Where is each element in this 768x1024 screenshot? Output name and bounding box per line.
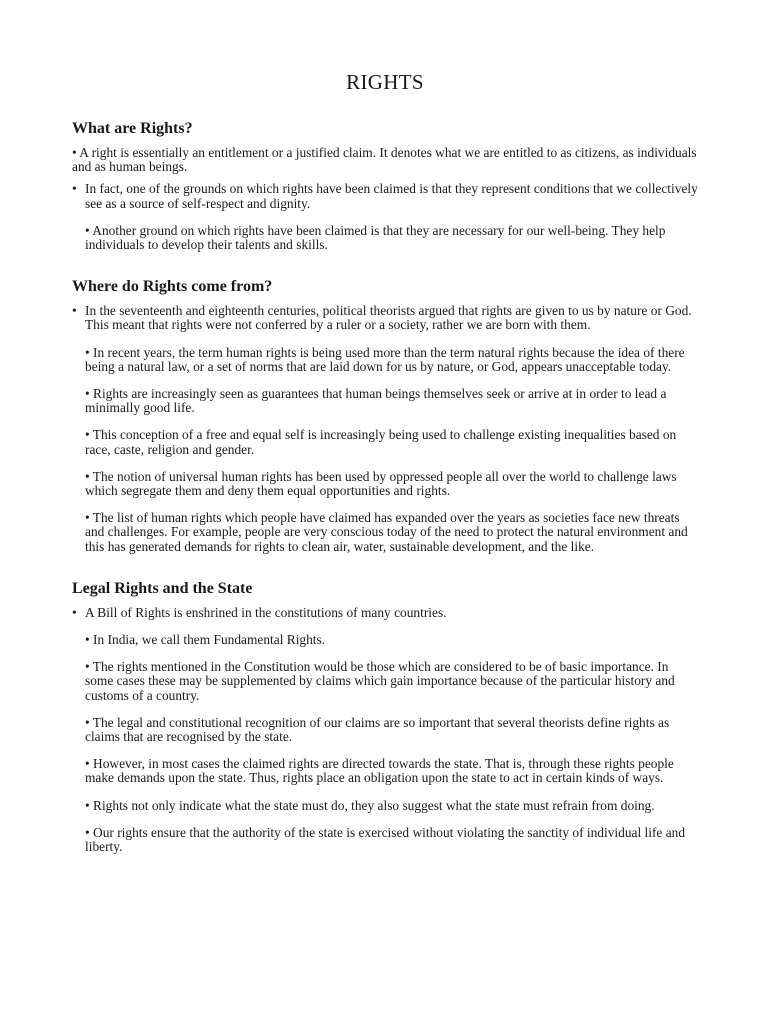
paragraph-text: A Bill of Rights is enshrined in the constitutions of many countries. xyxy=(85,604,447,620)
bullet-glyph: • xyxy=(72,181,77,197)
paragraph: • The legal and constitutional recognition of our claims are so important that several theorists define rights as claims that are recognised by the state. xyxy=(85,714,670,745)
document-title: RIGHTS xyxy=(346,70,424,94)
paragraph: • A right is essentially an entitlement or a justified claim. It denotes what we are entitled to as citizens, as individuals and as human beings. xyxy=(72,145,697,175)
paragraph: • Rights not only indicate what the state must do, they also suggest what the state must refrain from doing. xyxy=(85,797,655,813)
paragraph: • In recent years, the term human rights is being used more than the term natural rights because the idea of there being a natural law, or a set of norms that are laid down for us by nature, or God, appears unacceptable today. xyxy=(85,344,685,374)
paragraph: • The list of human rights which people have claimed has expanded over the years as societies face new threats and challenges. For example, people are very conscious today of the need to protect the natural environment and this has generated demands for rights to clean air, water, sustainable development, and the like. xyxy=(85,510,688,554)
paragraph: • Rights are increasingly seen as guarantees that human beings themselves seek or arrive at in order to lead a minimally good life. xyxy=(85,386,667,416)
section-heading: What are Rights? xyxy=(72,120,193,137)
bullet-glyph: • xyxy=(72,303,77,319)
section-where-do-rights-come-from xyxy=(72,278,698,554)
paragraph-text: In fact, one of the grounds on which rights have been claimed is that they represent conditions that we collectively see as a source of self-respect and dignity. xyxy=(85,181,698,211)
section-legal-rights-and-the-state xyxy=(72,580,698,854)
bullet-glyph: • xyxy=(72,604,77,620)
paragraph: • Another ground on which rights have been claimed is that they are necessary for our well-being. They help individuals to develop their talents and skills. xyxy=(85,222,666,253)
paragraph xyxy=(72,606,698,620)
paragraph: • The rights mentioned in the Constitution would be those which are considered to be of basic importance. In some cases these may be supplemented by claims which gain importance because of the particular history and customs of a country. xyxy=(85,659,675,703)
paragraph: • However, in most cases the claimed rights are directed towards the state. That is, through these rights people make demands upon the state. Thus, rights place an obligation upon the state to act in certain kinds of ways. xyxy=(85,756,674,786)
paragraph xyxy=(72,182,698,210)
paragraph: • The notion of universal human rights has been used by oppressed people all over the world to challenge laws which segregate them and deny them equal opportunities and rights. xyxy=(85,468,677,499)
paragraph: • Our rights ensure that the authority of the state is exercised without violating the sanctity of individual life and liberty. xyxy=(85,824,686,855)
section-heading: Where do Rights come from? xyxy=(72,278,273,296)
section-what-are-rights xyxy=(72,120,698,252)
paragraph: • In India, we call them Fundamental Rights. xyxy=(85,632,326,648)
paragraph: • This conception of a free and equal self is increasingly being used to challenge existing inequalities based on race, caste, religion and gender. xyxy=(85,427,677,457)
paragraph xyxy=(72,304,698,332)
section-heading: Legal Rights and the State xyxy=(72,579,253,597)
paragraph-text: In the seventeenth and eighteenth centuries, political theorists argued that rights are given to us by nature or God. This meant that rights were not conferred by a ruler or a society, rather we are born with them. xyxy=(85,303,692,333)
